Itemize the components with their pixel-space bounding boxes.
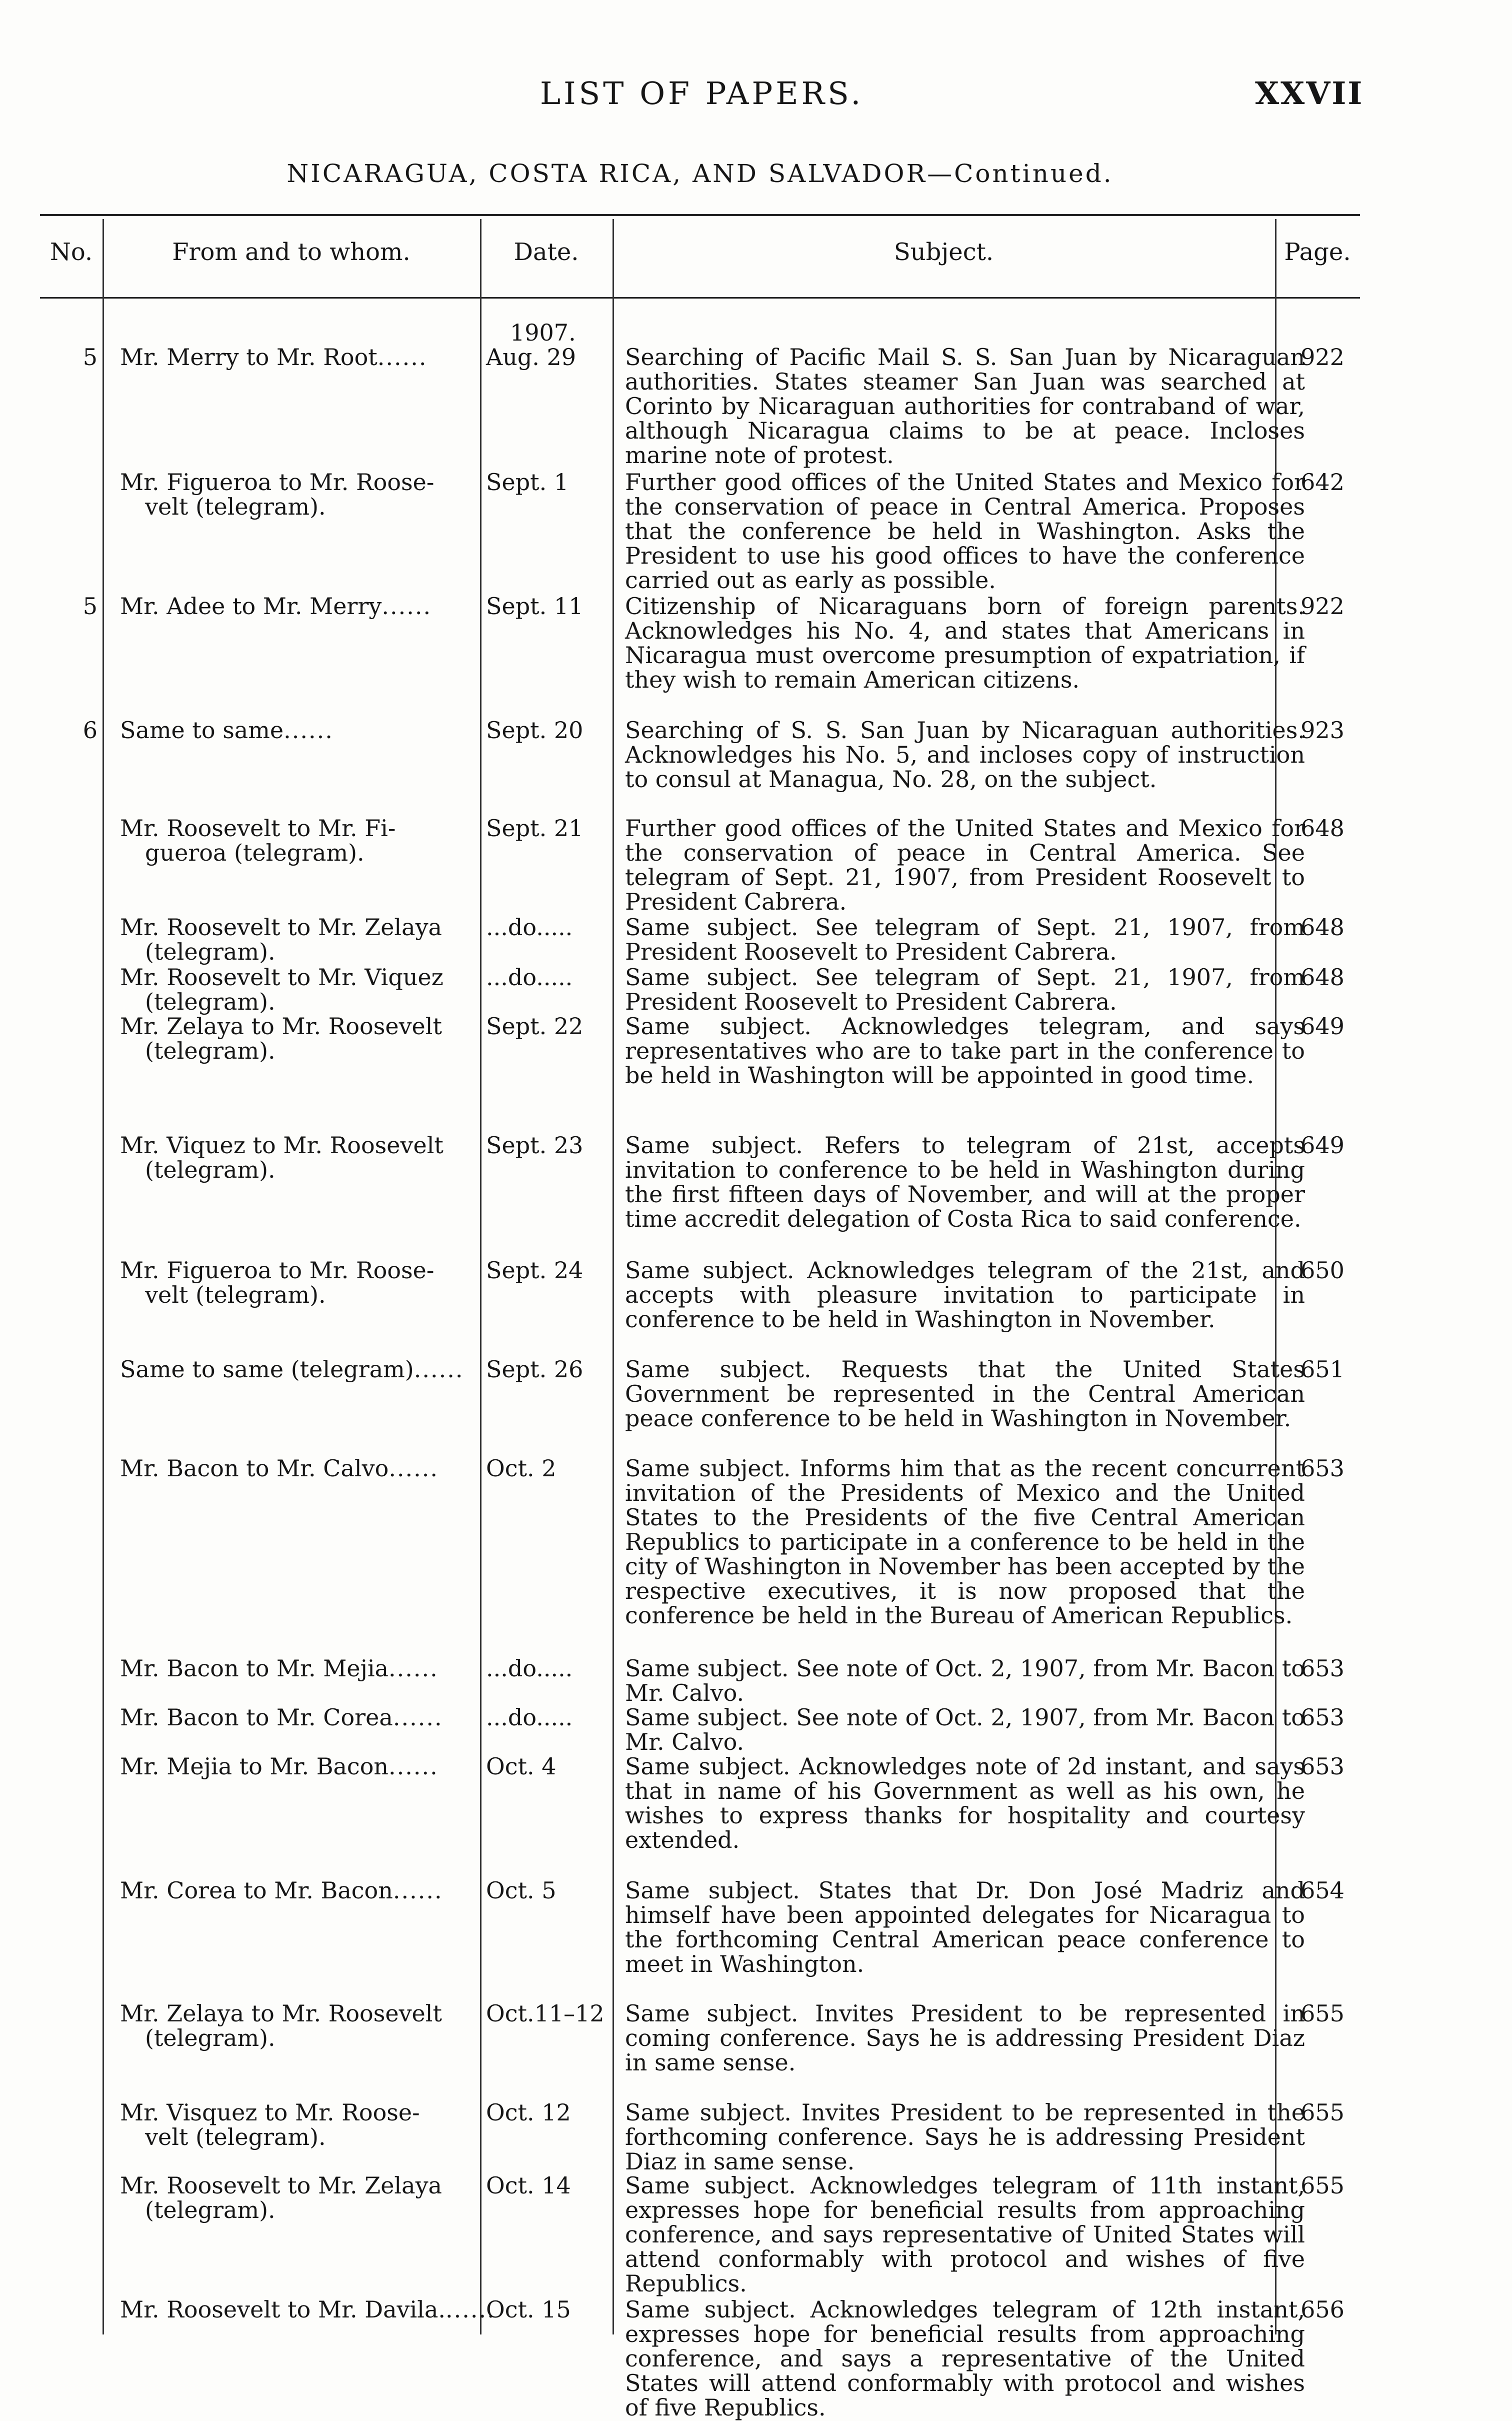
row-page: 648 [1300, 815, 1344, 842]
row-page: 648 [1300, 914, 1344, 941]
row-page: 654 [1300, 1877, 1344, 1904]
row-page: 649 [1300, 1132, 1344, 1159]
row-from-to [120, 2297, 512, 2322]
row-subject: Citizenship of Nicaraguans born of foreign parents. Acknowledges his No. 4, and states that Americans in Nicaragua must overcome presumption of expatriation, if they wish to remain American citizens. [625, 593, 1305, 693]
table-top-rule [40, 214, 1360, 216]
papers-table [40, 214, 1360, 2421]
row-from-line1: Mr. Bacon to Mr. Corea [120, 1704, 393, 1731]
row-from-line1: Mr. Bacon to Mr. Mejia [120, 1655, 389, 1682]
row-page: 649 [1300, 1013, 1344, 1040]
column-header-subject: Subject. [894, 238, 994, 266]
row-from-to [120, 594, 512, 619]
row-date: Sept. 1 [486, 469, 569, 496]
row-subject: Same subject. Requests that the United States Government be represented in the Central American peace conference to be held in Washington in November. [625, 1356, 1305, 1432]
row-subject: Further good offices of the United States and Mexico for the conservation of peace in Central America. See telegram of Sept. 21, 1907, from President Roosevelt to President Cabrera. [625, 815, 1305, 915]
row-from-line1: Mr. Zelaya to Mr. Roosevelt [120, 1013, 442, 1040]
row-from-line1: Mr. Adee to Mr. Merry [120, 593, 382, 620]
row-date: Aug. 29 [486, 344, 576, 371]
table-header-rule [40, 297, 1360, 299]
dot-leader: ...... [377, 344, 428, 371]
row-date: ...do..... [486, 1704, 573, 1731]
row-from-line2: (telegram). [145, 938, 276, 965]
row-from-to [120, 2100, 512, 2149]
row-page: 653 [1300, 1655, 1344, 1682]
row-page: 650 [1300, 1257, 1344, 1284]
row-from-to [120, 1754, 512, 1779]
column-header-page: Page. [1284, 238, 1351, 266]
row-from-line2: (telegram). [145, 988, 276, 1015]
row-page: 653 [1300, 1753, 1344, 1780]
row-from-to [120, 1014, 512, 1063]
row-subject: Same subject. Acknowledges note of 2d instant, and says that in name of his Government as well as his own, he wishes to express thanks for hospitality and courtesy extended. [625, 1753, 1305, 1853]
row-from-line2: (telegram). [145, 1037, 276, 1064]
row-subject: Searching of Pacific Mail S. S. San Juan by Nicaraguan authorities. States steamer San Juan was searched at Corinto by Nicaraguan authorities for contraband of war, although Nicaragua claims to be at peace. Incloses marine note of protest. [625, 344, 1305, 469]
row-from-to [120, 2173, 512, 2222]
row-from-line1: Same to same (telegram) [120, 1356, 414, 1383]
page-header [0, 75, 1512, 125]
row-from-line2: gueroa (telegram). [145, 839, 364, 866]
row-page: 656 [1300, 2296, 1344, 2323]
row-from-line1: Mr. Merry to Mr. Root [120, 344, 378, 371]
dot-leader: ...... [388, 1655, 438, 1682]
row-date: Sept. 21 [486, 815, 584, 842]
row-page: 922 [1300, 593, 1344, 620]
row-subject: Further good offices of the United States and Mexico for the conservation of peace in Central America. Proposes that the conference be held in Washington. Asks the President to use his good offices to have the conference carried out as early as possible. [625, 469, 1305, 594]
row-from-to [120, 470, 512, 519]
row-from-line2: (telegram). [145, 2024, 276, 2051]
row-subject: Same subject. Acknowledges telegram of the 21st, and accepts with pleasure invitation to participate in conference to be held in Washington in November. [625, 1257, 1305, 1333]
row-from-line2: velt (telegram). [145, 493, 326, 520]
row-date: Oct. 15 [486, 2296, 571, 2323]
row-subject: Same subject. See note of Oct. 2, 1907, from Mr. Bacon to Mr. Calvo. [625, 1655, 1305, 1706]
row-from-line1: Mr. Visquez to Mr. Roose- [120, 2099, 420, 2126]
row-date: Sept. 22 [486, 1013, 584, 1040]
row-from-line2: (telegram). [145, 1156, 276, 1183]
row-subject: Same subject. See telegram of Sept. 21, 1907, from President Roosevelt to President Cabrera. [625, 914, 1305, 965]
row-from-line1: Mr. Roosevelt to Mr. Fi- [120, 815, 396, 842]
page-title: LIST OF PAPERS. [540, 75, 864, 112]
row-page: 923 [1300, 717, 1344, 744]
row-page: 655 [1300, 2000, 1344, 2027]
row-from-line1: Mr. Zelaya to Mr. Roosevelt [120, 2000, 442, 2027]
row-number: 5 [82, 344, 98, 371]
row-subject: Same subject. Invites President to be represented in the forthcoming conference. Says he is addressing President Diaz in same sense. [625, 2099, 1305, 2175]
year-label: 1907. [510, 319, 576, 346]
row-date: Sept. 20 [486, 717, 584, 744]
column-divider [102, 219, 104, 2334]
row-page: 642 [1300, 469, 1344, 496]
section-title: NICARAGUA, COSTA RICA, AND SALVADOR—Continued. [286, 159, 1114, 188]
dot-leader: ...... [388, 1455, 439, 1482]
row-page: 655 [1300, 2172, 1344, 2199]
row-from-to [120, 2001, 512, 2050]
row-date: Sept. 26 [486, 1356, 584, 1383]
row-date: Sept. 24 [486, 1257, 584, 1284]
dot-leader: ...... [392, 1877, 443, 1904]
row-from-line1: Mr. Corea to Mr. Bacon [120, 1877, 393, 1904]
column-header-no: No. [50, 238, 93, 266]
row-date: Oct. 4 [486, 1753, 556, 1780]
row-date: Sept. 23 [486, 1132, 584, 1159]
row-from-to [120, 1705, 512, 1730]
row-from-line2: velt (telegram). [145, 2123, 326, 2150]
row-from-to [120, 1357, 512, 1382]
row-date: Oct.11–12 [486, 2000, 604, 2027]
row-date: Oct. 12 [486, 2099, 571, 2126]
row-page: 653 [1300, 1455, 1344, 1482]
dot-leader: ...... [388, 1753, 438, 1780]
row-date: Oct. 14 [486, 2172, 571, 2199]
row-from-line1: Mr. Mejia to Mr. Bacon [120, 1753, 389, 1780]
row-subject: Same subject. States that Dr. Don José Madriz and himself have been appointed delegates for Nicaragua to the forthcoming Central American peace conference to meet in Washington. [625, 1877, 1305, 1977]
row-date: ...do..... [486, 964, 573, 991]
row-from-line1: Mr. Figueroa to Mr. Roose- [120, 469, 434, 496]
row-page: 648 [1300, 964, 1344, 991]
dot-leader: ...... [392, 1704, 443, 1731]
row-date: Oct. 5 [486, 1877, 556, 1904]
row-subject: Same subject. Refers to telegram of 21st, accepts invitation to conference to be held in Washington during the first fifteen days of November, and will at the proper time accredit delegation of Costa Rica to said conference. [625, 1132, 1305, 1232]
row-from-line1: Mr. Roosevelt to Mr. Zelaya [120, 914, 442, 941]
row-from-line2: (telegram). [145, 2196, 276, 2223]
row-from-line1: Mr. Bacon to Mr. Calvo [120, 1455, 389, 1482]
row-from-to [120, 1878, 512, 1903]
row-date: ...do..... [486, 914, 573, 941]
row-from-line1: Mr. Figueroa to Mr. Roose- [120, 1257, 434, 1284]
row-from-to [120, 915, 512, 964]
row-from-to [120, 1258, 512, 1307]
row-from-line1: Mr. Roosevelt to Mr. Zelaya [120, 2172, 442, 2199]
row-from-to [120, 965, 512, 1014]
row-from-to [120, 718, 512, 743]
row-subject: Same subject. Invites President to be represented in coming conference. Says he is addressing President Diaz in same sense. [625, 2000, 1305, 2076]
dot-leader: ...... [414, 1356, 464, 1383]
row-subject: Same subject. See note of Oct. 2, 1907, from Mr. Bacon to Mr. Calvo. [625, 1704, 1305, 1755]
row-page: 653 [1300, 1704, 1344, 1731]
row-page: 922 [1300, 344, 1344, 371]
column-header-date: Date. [514, 238, 579, 266]
row-subject: Same subject. Acknowledges telegram of 12th instant, expresses hope for beneficial results from approaching conference, and says a representative of the United States will attend conformably with protocol and wishes of five Republics. [625, 2296, 1305, 2421]
dot-leader: ...... [446, 2296, 496, 2323]
dot-leader: ...... [382, 593, 432, 620]
row-from-to [120, 1656, 512, 1681]
row-subject: Searching of S. S. San Juan by Nicaraguan authorities. Acknowledges his No. 5, and incloses copy of instruction to consul at Managua, No. 28, on the subject. [625, 717, 1305, 793]
row-date: Oct. 2 [486, 1455, 556, 1482]
dot-leader: ...... [284, 717, 334, 744]
row-number: 5 [82, 593, 98, 620]
row-page: 655 [1300, 2099, 1344, 2126]
row-from-line2: velt (telegram). [145, 1281, 326, 1308]
row-from-line1: Same to same [120, 717, 284, 744]
row-from-to [120, 1456, 512, 1481]
row-from-line1: Mr. Viquez to Mr. Roosevelt [120, 1132, 444, 1159]
row-from-to [120, 816, 512, 865]
row-subject: Same subject. See telegram of Sept. 21, 1907, from President Roosevelt to President Cabrera. [625, 964, 1305, 1015]
row-date: Sept. 11 [486, 593, 584, 620]
row-from-to [120, 345, 512, 370]
row-date: ...do..... [486, 1655, 573, 1682]
row-page: 651 [1300, 1356, 1344, 1383]
page-number: XXVII [1255, 75, 1364, 112]
row-from-line1: Mr. Roosevelt to Mr. Viquez [120, 964, 444, 991]
row-from-to [120, 1133, 512, 1182]
row-number: 6 [82, 717, 98, 744]
row-subject: Same subject. Acknowledges telegram of 11th instant, expresses hope for beneficial results from approaching conference, and says representative of United States will attend conformably with protocol and wishes of five Republics. [625, 2172, 1305, 2297]
row-from-line1: Mr. Roosevelt to Mr. Davila. [120, 2296, 446, 2323]
column-header-from: From and to whom. [172, 238, 410, 266]
row-subject: Same subject. Acknowledges telegram, and says representatives who are to take part in the conference to be held in Washington will be appointed in good time. [625, 1013, 1305, 1089]
row-subject: Same subject. Informs him that as the recent concurrent invitation of the Presidents of Mexico and the United States to the Presidents of the five Central American Republics to participate in a conference to be held in the city of Washington in November has been accepted by the respective executives, it is now proposed that the conference be held in the Bureau of American Republics. [625, 1455, 1305, 1629]
